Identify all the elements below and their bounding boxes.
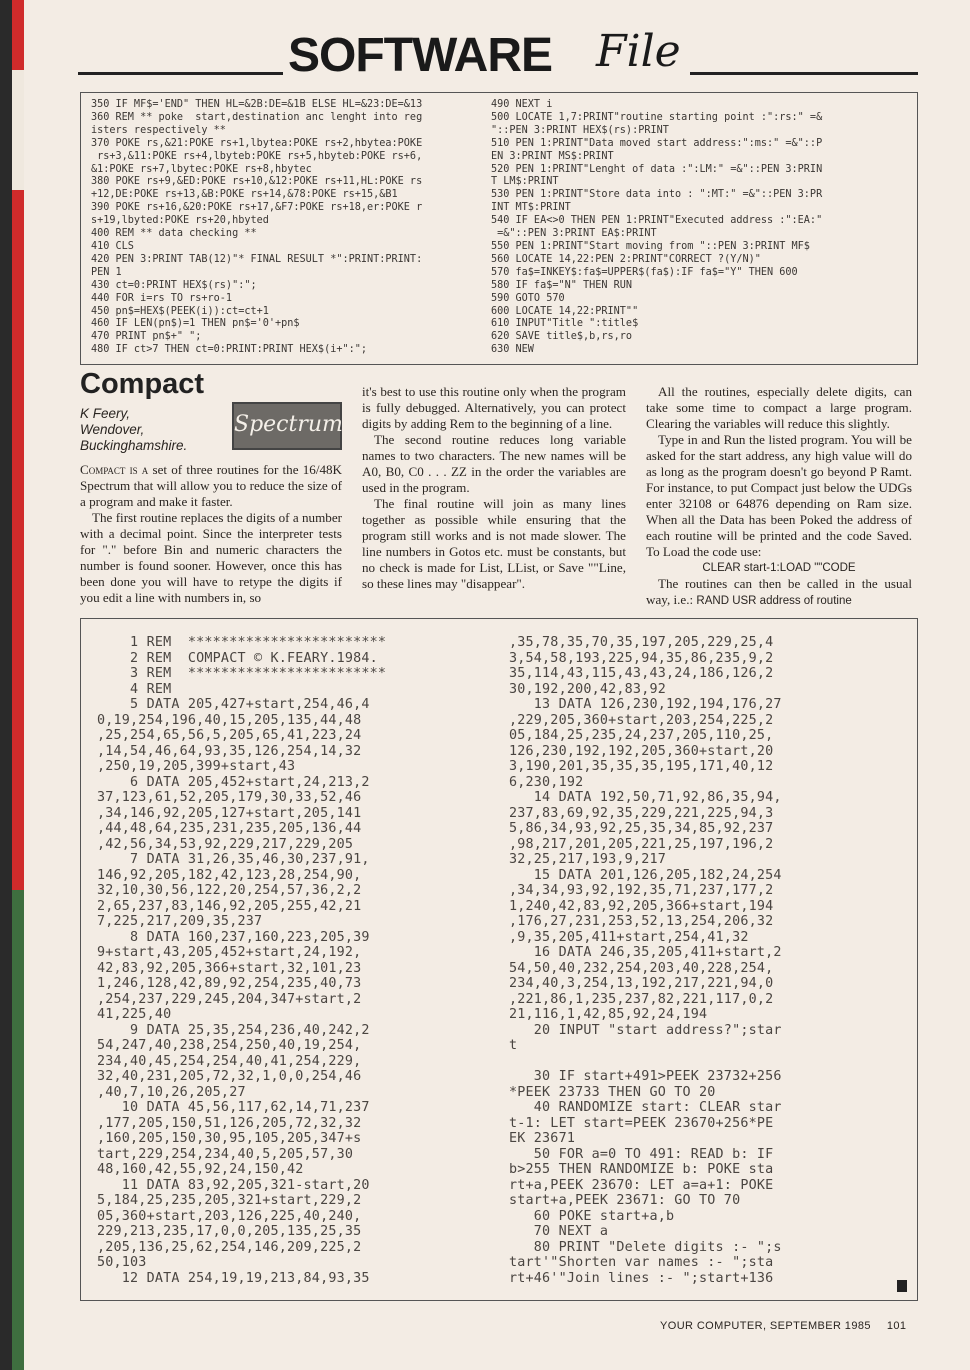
listing-column-right: 490 NEXT i 500 LOCATE 1,7:PRINT"routine starting point :":rs:" =& "::PEN 3:PRINT HEX$(rs):PRINT 510 PEN 1:PRINT"Data moved start address:":ms:" =&"::P EN 3:PRINT MS$:PRINT 520 PEN 1:PRINT"Lenght of data :":LM:" =&"::PEN 3:PRIN T LM$:PRINT 530 PEN 1:PRINT"Store data into : ":MT:" =&"::PEN 3:PR INT MT$:PRINT 540 IF EA<>0 THEN PEN 1:PRINT"Executed address :":EA:" =&"::PEN 3:PRINT EA$:PRINT 550 PEN 1:PRINT"Start moving from "::PEN 3:PRINT MF$ 560 LOCATE 14,22:PEN 2:PRINT"CORRECT ?(Y/N)" 570 fa$=INKEY$:fa$=UPPER$(fa$):IF fa$="Y" THEN 600 580 IF fa$="N" THEN RUN 590 GOTO 570 600 LOCATE 14,22:PRINT"" 610 INPUT"Title ":title$ 620 SAVE title$,b,rs,ro 630 NEW [491,99,823,356]
program-column-left: 1 REM ************************ 2 REM COMPACT © K.FEARY.1984. 3 REM ************************ 4 REM 5 DATA 205,427+start,254,46,4 0,19,254,196,40,15,205,135,44,48 ,25,254,65,56,5,205,65,41,223,24 ,14,54,46,64,93,35,126,254,14,32 ,250,19,205,399+start,43 6 DATA 205,452+start,24,213,2 37,123,61,52,205,179,30,33,52,46 ,34,146,92,205,127+start,205,141 ,44,48,64,235,231,235,205,136,44 ,42,56,34,53,92,229,217,229,205 7 DATA 31,26,35,46,30,237,91, 146,92,205,182,42,123,28,254,90, 32,10,30,56,122,20,254,57,36,2,2 2,65,237,83,146,92,205,255,42,21 7,225,217,209,35,237 8 DATA 160,237,160,223,205,39 9+start,43,205,452+start,24,192, 42,83,92,205,366+start,32,101,23 1,246,128,42,89,92,254,235,40,73 ,254,237,229,245,204,347+start,2 41,225,40 9 DATA 25,35,254,236,40,242,2 54,247,40,238,254,250,40,19,254, 234,40,45,254,254,40,41,254,229, 32,40,231,205,72,32,1,0,0,254,46 ,40,7,10,26,205,27 10 DATA 45,56,117,62,14,71,237 ,177,205,150,51,126,205,72,32,32 ,160,205,150,30,95,105,205,347+s tart,229,254,234,40,5,205,57,30 48,160,42,55,92,24,150,42 11 DATA 83,92,205,321-start,20 5,184,25,235,205,321+start,229,2 05,360+start,203,126,225,40,240, 229,213,235,17,0,0,205,135,25,35 ,205,136,25,62,254,146,209,225,2 50,103 12 DATA 254,19,19,213,84,93,35 [97,635,387,1286]
paragraph [646,576,912,609]
paragraph: All the routines, especially delete digits, can take some time to compact a large program. Clearing the variables will reduce this slightly. [646,384,912,431]
listing-column-left: 350 IF MF$='END" THEN HL=&2B:DE=&1B ELSE HL=&23:DE=&13 360 REM ** poke start,destination anc lenght into reg isters respectively ** 370 POKE rs,&21:POKE rs+1,lbytea:POKE rs+2,hbytea:POKE rs+3,&11:POKE rs+4,lbyteb:POKE rs+5,hbyteb:POKE rs+6, &1:POKE rs+7,lbytec:POKE rs+8,hbytec 380 POKE rs+9,&ED:POKE rs+10,&12:POKE rs+11,HL:POKE rs +12,DE:POKE rs+13,&B:POKE rs+14,&78:POKE rs+15,&B1 390 POKE rs+16,&20:POKE rs+17,&F7:POKE rs+18,er:POKE r s+19,lbyted:POKE rs+20,hbyted 400 REM ** data checking ** 410 CLS 420 PEN 3:PRINT TAB(12)"* FINAL RESULT *":PRINT:PRINT: PEN 1 430 ct=0:PRINT HEX$(rs)":"; 440 FOR i=rs TO rs+ro-1 450 pn$=HEX$(PEEK(i)):ct=ct+1 460 IF LEN(pn$)=1 THEN pn$='0'+pn$ 470 PRINT pn$+" "; 480 IF ct>7 THEN ct=0:PRINT:PRINT HEX$(i+":"; [91,99,423,356]
section-header [78,20,918,90]
program-column-right: ,35,78,35,70,35,197,205,229,25,4 3,54,58,193,225,94,35,86,235,9,2 35,114,43,115,43,43,24,186,126,2 30,192,200,42,83,92 13 DATA 126,230,192,194,176,27 ,229,205,360+start,203,254,225,2 05,184,25,235,24,237,205,110,25, 126,230,192,192,205,360+start,20 3,190,201,35,35,35,195,171,40,12 6,230,192 14 DATA 192,50,71,92,86,35,94, 237,83,69,92,35,229,221,225,94,3 5,86,34,93,92,25,35,34,85,92,237 ,98,217,201,205,221,25,197,196,2 32,25,217,193,9,217 15 DATA 201,126,205,182,24,254 ,34,34,93,92,192,35,71,237,177,2 1,240,42,83,92,205,366+start,194 ,176,27,231,253,52,13,254,206,32 ,9,35,205,411+start,254,41,32 16 DATA 246,35,205,411+start,2 54,50,40,232,254,203,40,228,254, 234,40,3,254,13,192,217,221,94,0 ,221,86,1,235,237,82,221,117,0,2 21,116,1,42,85,92,24,194 20 INPUT "start address?";star t 30 IF start+491>PEEK 23732+256 *PEEK 23733 THEN GO TO 20 40 RANDOMIZE start: CLEAR star t-1: LET start=PEEK 23670+256*PE EK 23671 50 FOR a=0 TO 491: READ b: IF b>255 THEN RANDOMIZE b: POKE sta rt+a,PEEK 23670: LET a=a+1: POKE start+a,PEEK 23671: GO TO 70 60 POKE start+a,b 70 NEXT a 80 PRINT "Delete digits :- ";s tart'"Shorten var names :- ";sta rt+46'"Join lines :- ";start+136 [509,635,782,1286]
page-spine-edge [0,0,12,1370]
article-column-1 [80,462,342,606]
facing-page-edge-photo [12,890,24,1370]
compact-program-listing [80,618,918,1301]
section-subtitle: File [596,26,681,77]
section-title: SOFTWARE [288,29,552,82]
byline [80,406,230,454]
previous-program-listing [80,92,918,365]
page-number: 101 [886,1320,907,1332]
author-county: Buckinghamshire. [80,438,188,453]
article-title: Compact [80,368,205,400]
paragraph: it's best to use this routine only when the program is fully debugged. Alternatively, you can protect digits by adding Rem to the beginning of a line. [362,384,626,431]
paragraph-text: The routines can then be called in the usual way, i.e.: [646,576,912,607]
facing-page-edge-photo [12,70,24,190]
article-column-3 [646,384,912,609]
author-town: Wendover, [80,422,145,437]
paragraph: The first routine replaces the digits of a number with a decimal point. Since the interpreter tests for "." before Bin and numeric characters the number is found sooner. However, once this has been done you will have to retype the digits if you edit a line with numbers in, so [80,510,342,605]
paragraph: Type in and Run the listed program. You will be asked for the start address, any high value will do as long as the program doesn't go beyond P Ramt. For instance, to put Compact just below the UDGs enter 32108 or 64876 depending on Ram size. When all the Data has been Poked the address of each routine will be printed and the code Saved. To Load the code use: [646,432,912,559]
paragraph-text: set of three routines for the 16/48K Spectrum that will allow you to reduce the size of a program and make it faster. [80,462,343,509]
facing-page-edge-photo [12,190,24,890]
header-rule-right [690,72,918,75]
paragraph: The final routine will join as many lines together as possible while ensuring that the program still works and is not made slower. The line numbers in Gotos etc. must be constants, but no check is made for List, LList, or Save ""Line, so these lines may "disappear". [362,496,626,591]
spectrum-badge: Spectrum [232,402,342,450]
author-name: K Feery, [80,406,131,421]
page-footer [660,1320,906,1332]
article-column-2 [362,384,626,592]
paragraph: The second routine reduces long variable names to two characters. The new names will be A0, B0, C0 . . . ZZ in the order the variables are used in the program. [362,432,626,495]
paragraph [80,462,342,510]
usr-command: RAND USR address of routine [696,595,852,607]
end-of-article-mark [897,1280,907,1292]
load-command: CLEAR start-1:LOAD ""CODE [702,562,856,574]
lead-in: Compact is a [80,462,149,477]
header-rule-left [78,72,283,75]
publication-line: YOUR COMPUTER, SEPTEMBER 1985 [660,1320,871,1332]
facing-page-edge-photo [12,0,24,70]
